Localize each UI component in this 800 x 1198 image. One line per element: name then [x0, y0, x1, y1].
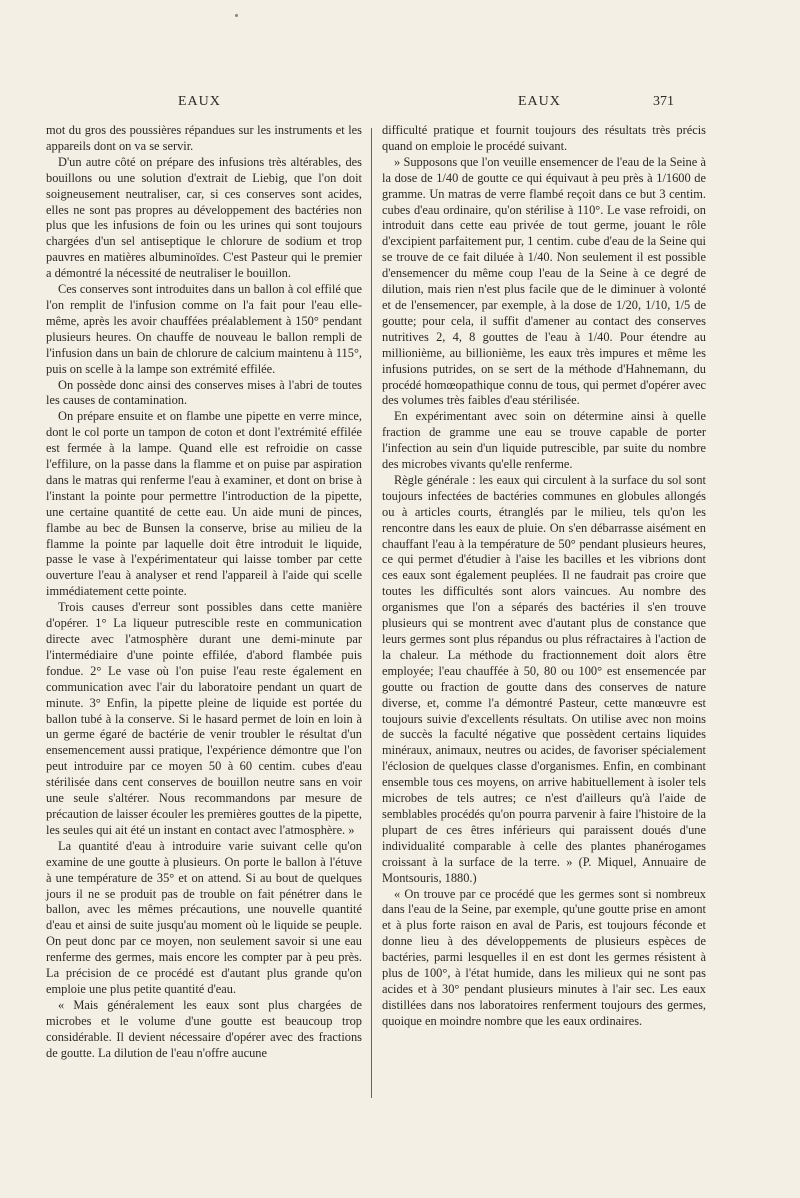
paragraph: « On trouve par ce procédé que les germes sont si nombreux dans l'eau de la Seine, par exemple, qu'une goutte prise en amont et à plus forte raison en aval de Paris, est toujours féconde et donne lieu à des développements de plusieurs espèces de bactéries, parmi lesquelles il en est dont les germes résistent à plus de 100°, à l'état humide, dans les milieux qui ne sont pas acides et à 30° pendant plusieurs minutes à l'air sec. Les eaux distillées dans nos laboratoires renferment toujours des germes, quoique en moindre nombre que les eaux ordinaires. — [382, 886, 706, 1028]
running-head-right: EAUX — [518, 94, 561, 109]
right-column — [382, 123, 706, 1030]
paragraph: Ces conserves sont introduites dans un ballon à col effilé que l'on remplit de l'infusion comme on l'a fait pour l'eau elle-même, après les avoir chauffées préalablement à 150° pendant plusieurs heures. On chauffe de nouveau le ballon rempli de l'infusion dans un bain de chlorure de calcium maintenu à 115°, puis on scelle à la lampe son extrémité effilée. — [46, 282, 362, 376]
paragraph: La quantité d'eau à introduire varie suivant celle qu'on examine de une goutte à plusieurs. On porte le ballon à l'étuve à une température de 35° et on attend. Si au bout de quelques jours il ne se produit pas de trouble on fait pénétrer dans le ballon, avec les mêmes précautions, une nouvelle quantité d'eau et ainsi de suite jusqu'au moment où le liquide se peuple. On peut donc par ce moyen, non seulement savoir si une eau renferme des germes, mais encore les compter par à peu près. La précision de ce procédé est d'autant plus grande qu'on emploie une plus petite quantité d'eau. — [46, 838, 362, 996]
paragraph: D'un autre côté on prépare des infusions très altérables, des bouillons ou une solution d'extrait de Liebig, que l'on doit soigneusement neutraliser, car, si ces conserves sont acides, elles ne sont pas propres au développement des bactéries non plus que les infusions de foin ou les urines qui sont toujours chargées d'un sel antiseptique le chlorure de sodium et trop pauvres en matières albuminoïdes. C'est Pasteur qui le premier a démontré la nécessité de neutraliser le bouillon. — [46, 154, 362, 281]
paragraph: difficulté pratique et fournit toujours des résultats très précis quand on emploie le procédé suivant. — [382, 123, 706, 153]
paragraph: « Mais généralement les eaux sont plus chargées de microbes et le volume d'une goutte est beaucoup trop considérable. Il devient nécessaire d'opérer avec des fractions de goutte. La dilution de l'eau n'offre aucune — [46, 997, 362, 1060]
paragraph: » Supposons que l'on veuille ensemencer de l'eau de la Seine à la dose de 1/40 de goutte ce qui équivaut à peu près à 1/1600 de gramme. Un matras de verre flambé reçoit dans ce but 3 centim. cubes d'eau ordinaire, qu'on stérilise à 110°. Le vase refroidi, on introduit dans cette eau privée de tout germe, jouant le rôle d'excipient parfaitement pur, 1 centim. cube d'eau de la Seine qui se trouve de ce fait diluée à 1/40. Non seulement il est possible d'ensemencer du même coup l'eau de la Seine à ce degré de dilution, mais rien n'est plus facile que de le diminuer à volonté et de l'ensemencer, par exemple, à la dose de 1/20, 1/10, 1/5 de goutte; pour cela, il suffit d'amener au contact des conserves nutritives 2, 4, 8 gouttes de l'eau à 1/40. Pour étendre au millionième, au billionième, les eaux très impures et même les infusions putrides, on se sert de la méthode d'Hahnemann, du procédé homœopathique connu de tous, qui permet d'opérer avec des volumes très faibles d'eau stérilisée. — [382, 154, 706, 408]
paragraph: On prépare ensuite et on flambe une pipette en verre mince, dont le col porte un tampon de coton et dont l'extrémité effilée est fermée à la lampe. Quand elle est refroidie on casse l'effilure, on la passe dans la flamme et on puise par aspiration dans le matras qui renferme l'eau à examiner, et dont on brise à l'instant la pointe pour permettre l'introduction de la pipette, une certaine quantité de cette eau. Un aide muni de pinces, flambe au bec de Bunsen la conserve, brise au milieu de la flamme la pointe par laquelle doit être introduit le liquide, passe le vase à l'expérimentateur qui laisse tomber par cette ouverture l'eau à analyser et rend l'appareil à l'aide qui scelle immédiatement cette pointe. — [46, 409, 362, 599]
paragraph: mot du gros des poussières répandues sur les instruments et les appareils dont on va se servir. — [46, 123, 362, 153]
paragraph: On possède donc ainsi des conserves mises à l'abri de toutes les causes de contamination. — [46, 377, 362, 408]
paragraph: Règle générale : les eaux qui circulent à la surface du sol sont toujours infectées de bactéries communes en globules allongés ou à articles courts, étranglés par le milieu, tels qu'on les rencontre dans les eaux de pluie. On s'en débarrasse aisément en chauffant l'eau à la température de 50° pendant plusieurs heures, ce qui permet d'étudier à l'aise les bacilles et les vibrions dont ces eaux sont également peuplées. Il ne faudrait pas croire que toutes les difficultés sont alors vaincues. Au nombre des organismes que l'on a séparés des bactéries il s'en trouve plusieurs qui se montrent avec d'autant plus de constance que leurs germes sont plus répandus ou plus réfractaires à l'action de la chaleur. La méthode du fractionnement doit alors être employée; l'eau chauffée à 50, 80 ou 100° est ensemencée par goutte ou fraction de goutte dans des conserves de nature diverse, et, comme l'a démontré Pasteur, cette manœuvre est toujours suivie d'excellents résultats. On utilise avec non moins de succès la faculté négative que possèdent certains liquides minéraux, animaux, neutres ou acides, de favoriser spécialement l'éclosion de quelques classe d'organismes. Enfin, en combinant ensemble tous ces moyens, on arrive habituellement à isoler tels microbes de tels autres; ce n'est d'ailleurs qu'à l'aide de semblables procédés qu'on pourra parvenir à faire l'histoire de la plupart de ces êtres inférieurs qui paraissent doués d'une individualité comparable à celle des plantes phanérogames croissant à la surface de la terre. » (P. Miquel, Annuaire de Montsouris, 1880.) — [382, 472, 706, 885]
paragraph: Trois causes d'erreur sont possibles dans cette manière d'opérer. 1° La liqueur putrescible reste en communication directe avec l'atmosphère durant une demi-minute par l'intermédiaire d'une pointe effilée, d'abord flambée puis fondue. 2° Le vase où l'on puise l'eau reste également en communication avec l'air du laboratoire pendant un quart de minute. 3° Enfin, la pipette pleine de liquide est portée du ballon tubé à la conserve. Si le hasard permet de loin en loin à un germe égaré de bactérie de venir troubler le résultat d'un ensemencement aussi pratique, l'expérience démontre que l'on peut introduire par ce moyen 50 à 60 centim. cubes d'eau stérilisée dans cent conserves de bouillon neutre sans en voir une seule s'altérer. Nous recommandons par mesure de précaution de laisser écouler les premières gouttes de la pipette, les seules qui ait été un instant en contact avec l'atmosphère. » — [46, 600, 362, 837]
page-number: 371 — [653, 94, 674, 109]
left-column — [46, 123, 362, 1061]
column-divider — [371, 128, 372, 1098]
running-head-left: EAUX — [178, 94, 221, 109]
paper-speck — [235, 14, 238, 17]
paragraph: En expérimentant avec soin on détermine ainsi à quelle fraction de gramme une eau se trouve capable de porter l'infection au sein d'un liquide putrescible, par suite du nombre des microbes vivants qu'elle renferme. — [382, 409, 706, 472]
